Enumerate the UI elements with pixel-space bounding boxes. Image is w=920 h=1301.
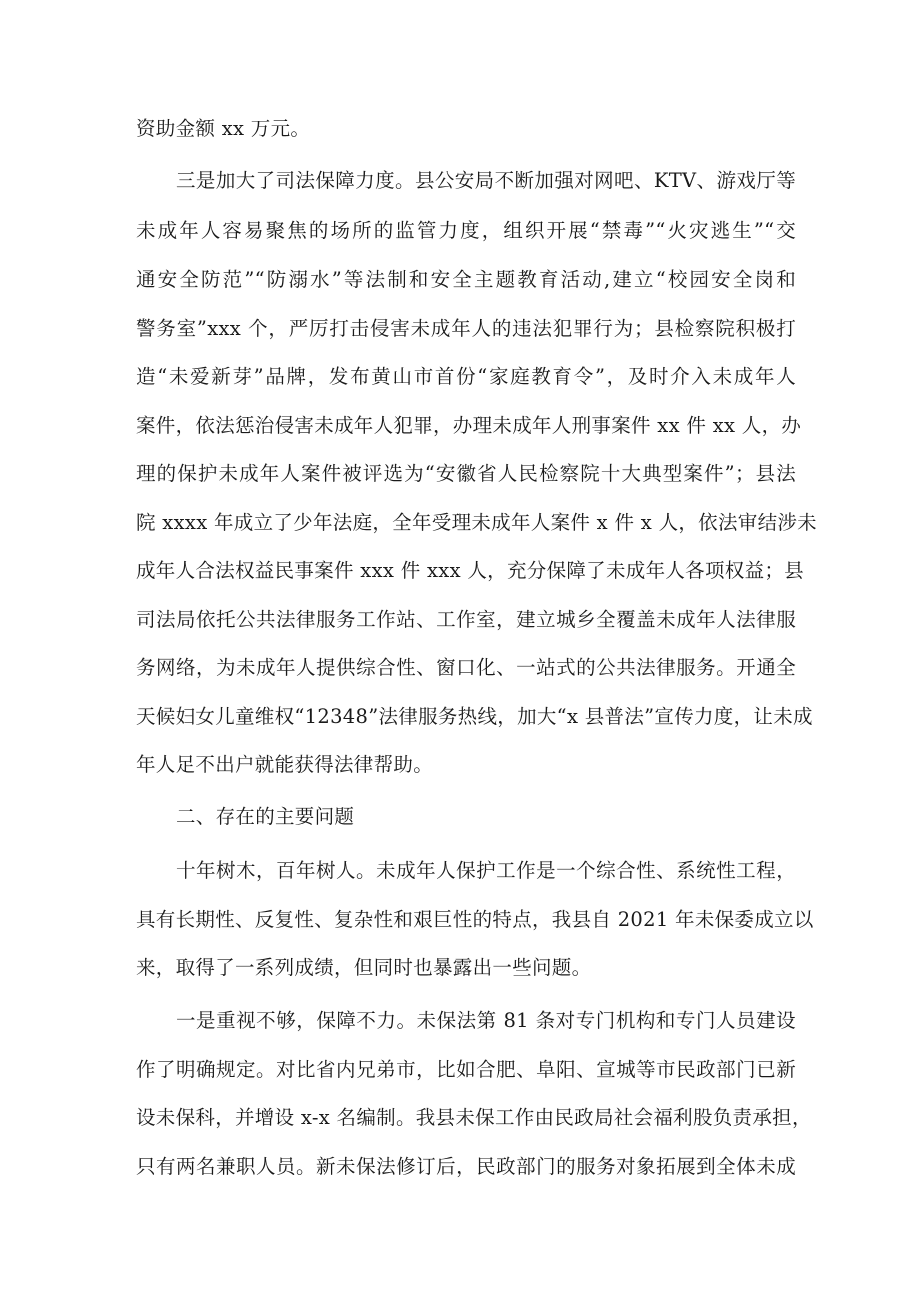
paragraph-problem-line: 只有两名兼职人员。新未保法修订后，民政部门的服务对象拓展到全体未成: [136, 1155, 796, 1178]
paragraph-judicial-line: 院 xxxx 年成立了少年法庭，全年受理未成年人案件 x 件 x 人，依法审结涉未: [136, 511, 817, 534]
paragraph-judicial-line: 三是加大了司法保障力度。县公安局不断加强对网吧、KTV、游戏厅等: [176, 169, 796, 192]
paragraph-judicial-line: 案件，依法惩治侵害未成年人犯罪，办理未成年人刑事案件 xx 件 xx 人，办: [136, 414, 802, 437]
paragraph-judicial-line: 未成年人容易聚焦的场所的监管力度，组织开展“禁毒”“火灾逃生”“交: [136, 219, 796, 242]
paragraph-judicial-line: 造“未爱新芽”品牌，发布黄山市首份“家庭教育令”，及时介入未成年人: [136, 365, 796, 388]
paragraph-judicial-line: 司法局依托公共法律服务工作站、工作室，建立城乡全覆盖未成年人法律服: [136, 608, 796, 631]
paragraph-problem-line: 一是重视不够，保障不力。未保法第 81 条对专门机构和专门人员建设: [176, 1009, 796, 1032]
text-line: 资助金额 xx 万元。: [136, 117, 311, 140]
paragraph-judicial-line: 警务室”xxx 个，严厉打击侵害未成年人的违法犯罪行为；县检察院积极打: [136, 317, 796, 340]
paragraph-intro-line: 十年树木，百年树人。未成年人保护工作是一个综合性、系统性工程，: [176, 859, 796, 882]
paragraph-problem-line: 作了明确规定。对比省内兄弟市，比如合肥、阜阳、宣城等市民政部门已新: [136, 1058, 796, 1081]
paragraph-intro-line: 具有长期性、反复性、复杂性和艰巨性的特点，我县自 2021 年未保委成立以: [136, 908, 814, 931]
paragraph-judicial-line: 成年人合法权益民事案件 xxx 件 xxx 人，充分保障了未成年人各项权益；县: [136, 559, 804, 582]
paragraph-judicial-line: 天候妇女儿童维权“12348”法律服务热线，加大“x 县普法”宣传力度，让未成: [136, 705, 813, 728]
paragraph-problem-line: 设未保科，并增设 x-x 名编制。我县未保工作由民政局社会福利股负责承担，: [136, 1106, 812, 1129]
section-heading: 二、存在的主要问题: [176, 805, 355, 828]
paragraph-judicial-line: 理的保护未成年人案件被评选为“安徽省人民检察院十大典型案件”；县法: [136, 462, 796, 485]
paragraph-judicial-line: 务网络，为未成年人提供综合性、窗口化、一站式的公共法律服务。开通全: [136, 656, 796, 679]
paragraph-judicial-line: 年人足不出户就能获得法律帮助。: [136, 753, 434, 776]
paragraph-judicial-line: 通安全防范”“防溺水”等法制和安全主题教育活动,建立“校园安全岗和: [136, 268, 796, 291]
paragraph-intro-line: 来，取得了一系列成绩，但同时也暴露出一些问题。: [136, 956, 592, 979]
